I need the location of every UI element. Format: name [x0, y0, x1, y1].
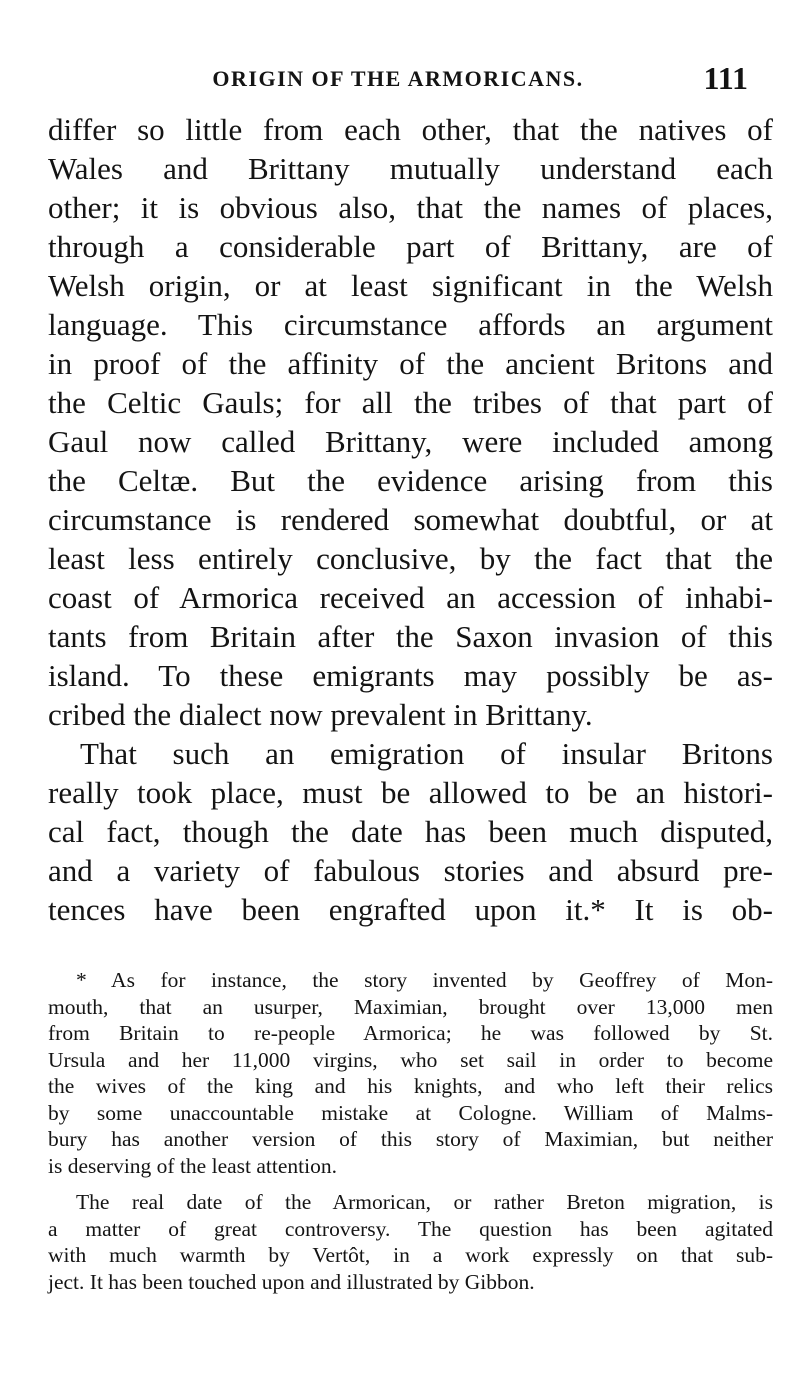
footnote-line: mouth, that an usurper, Maximian, brought over 13,000 men: [48, 994, 773, 1019]
text-line: through a considerable part of Brittany, are of: [48, 229, 773, 264]
text-line: other; it is obvious also, that the names of places,: [48, 190, 773, 225]
footnote-line: by some unaccountable mistake at Cologne. William of Malms-: [48, 1100, 773, 1125]
footnote-line: with much warmth by Vertôt, in a work expressly on that sub-: [48, 1243, 773, 1267]
text-line: coast of Armorica received an accession of inhabi-: [48, 580, 773, 615]
main-text: [48, 110, 773, 929]
text-line: the Celtic Gauls; for all the tribes of that part of: [48, 385, 773, 420]
page-header: [48, 60, 748, 100]
text-line: cribed the dialect now prevalent in Brittany.: [48, 697, 593, 732]
footnote-line: bury has another version of this story of Maximian, but neither: [48, 1127, 773, 1151]
footnote-line: ject. It has been touched upon and illustrated by Gibbon.: [48, 1269, 535, 1294]
page-number: 111: [703, 60, 748, 96]
text-line: Gaul now called Brittany, were included among: [48, 424, 773, 459]
footnote-spacer: [48, 1179, 773, 1189]
footnote-line: from Britain to re-people Armorica; he was followed by St.: [48, 1021, 773, 1045]
text-line: really took place, must be allowed to be an histori-: [48, 775, 773, 810]
text-line: least less entirely conclusive, by the fact that the: [48, 541, 773, 576]
text-line: tants from Britain after the Saxon invasion of this: [48, 619, 773, 654]
text-line: differ so little from each other, that the natives of: [48, 112, 773, 147]
text-line: in proof of the affinity of the ancient Britons and: [48, 346, 773, 381]
text-line: the Celtæ. But the evidence arising from this: [48, 463, 773, 498]
footnote-line: The real date of the Armorican, or rather Breton migration, is: [76, 1190, 773, 1214]
text-line: island. To these emigrants may possibly be as-: [48, 658, 773, 693]
text-line: That such an emigration of insular Britons: [80, 736, 773, 771]
footnote-line: * As for instance, the story invented by Geoffrey of Mon-: [76, 968, 773, 992]
footnotes: [48, 967, 773, 1295]
footnote-line: is deserving of the least attention.: [48, 1153, 337, 1178]
text-line: circumstance is rendered somewhat doubtful, or at: [48, 502, 773, 537]
footnote-line: the wives of the king and his knights, and who left their relics: [48, 1074, 773, 1098]
footnote-line: a matter of great controversy. The question has been agitated: [48, 1216, 773, 1241]
text-line: Welsh origin, or at least significant in the Welsh: [48, 268, 773, 303]
text-line: cal fact, though the date has been much disputed,: [48, 814, 773, 849]
text-line: Wales and Brittany mutually understand each: [48, 151, 773, 186]
text-line: and a variety of fabulous stories and absurd pre-: [48, 853, 773, 888]
footnote-line: Ursula and her 11,000 virgins, who set sail in order to become: [48, 1047, 773, 1072]
text-line: language. This circumstance affords an argument: [48, 307, 773, 342]
running-title: ORIGIN OF THE ARMORICANS.: [212, 66, 584, 91]
text-line: tences have been engrafted upon it.* It is ob-: [48, 892, 773, 927]
